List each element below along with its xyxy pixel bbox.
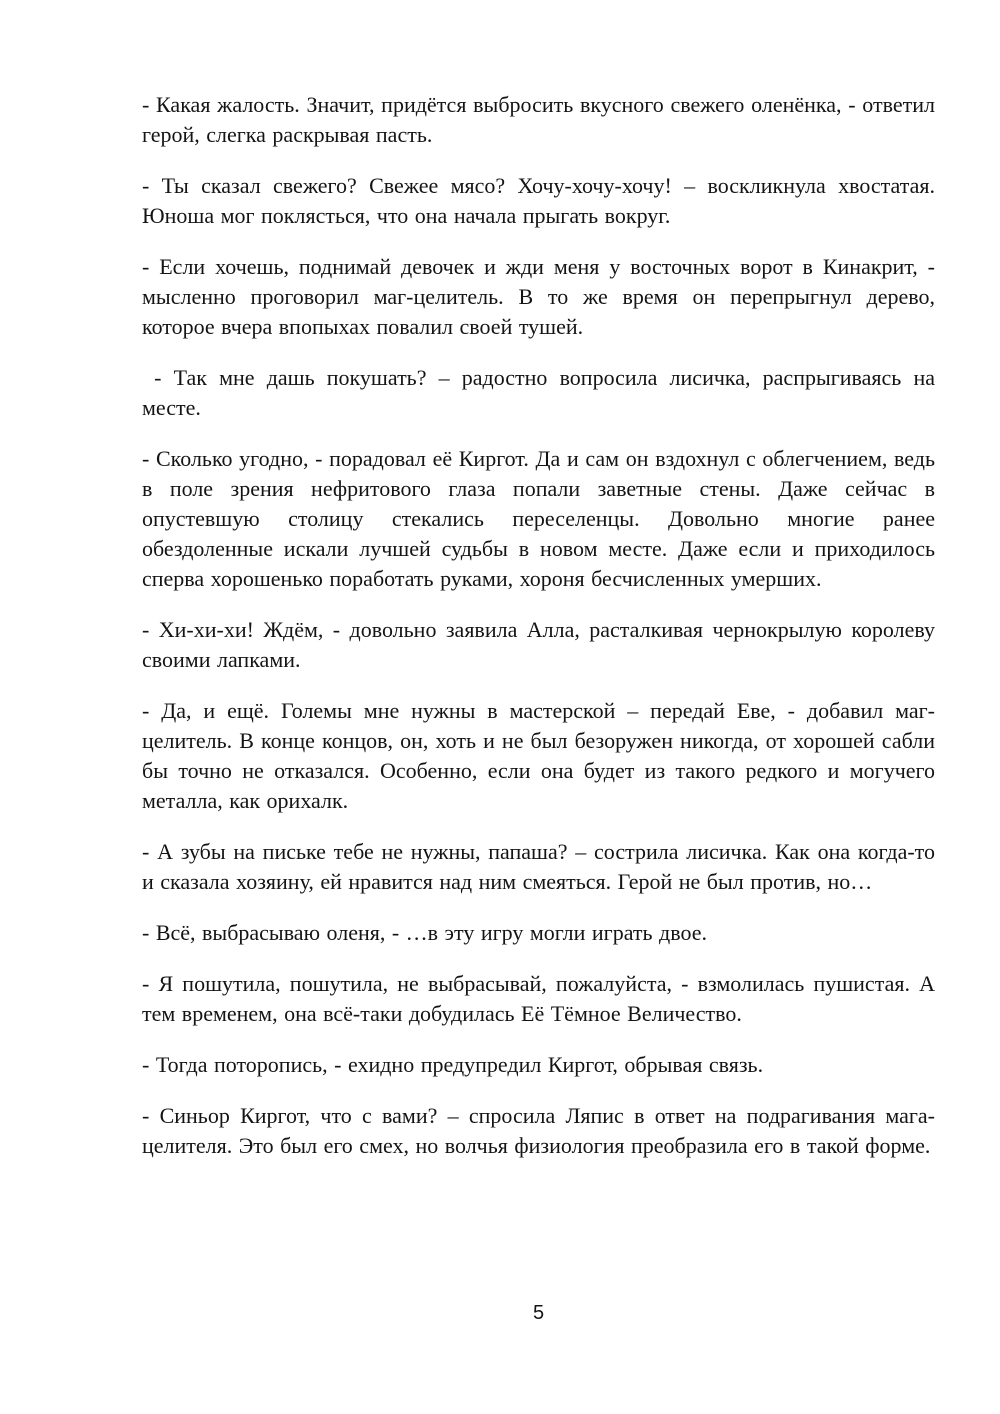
- paragraph-8: - А зубы на письке тебе не нужны, папаша? – сострила лисичка. Как она когда-то и сказала хозяину, ей нравится над ним смеяться. Герой не был против, но…: [142, 839, 942, 894]
- paragraph-12: - Синьор Киргот, что с вами? – спросила Ляпис в ответ на подрагивания мага-целителя. Это был его смех, но волчья физиология преобразила его в такой форме.: [142, 1103, 935, 1158]
- paragraph-4: - Так мне дашь покушать? – радостно вопросила лисичка, распрыгиваясь на месте.: [142, 365, 942, 420]
- paragraph-1: - Какая жалость. Значит, придётся выбросить вкусного свежего оленёнка, - ответил герой, слегка раскрывая пасть.: [142, 92, 942, 147]
- paragraph-3: - Если хочешь, поднимай девочек и жди меня у восточных ворот в Кинакрит, - мысленно проговорил маг-целитель. В то же время он перепрыгнул дерево, которое вчера впопыхах повалил своей тушей.: [142, 254, 942, 339]
- paragraph-9: - Всё, выбрасываю оленя, - …в эту игру могли играть двое.: [142, 920, 708, 945]
- text-body: [142, 90, 942, 1182]
- paragraph-6: - Хи-хи-хи! Ждём, - довольно заявила Алла, расталкивая чернокрылую королеву своими лапками.: [142, 617, 942, 672]
- paragraph-2: - Ты сказал свежего? Свежее мясо? Хочу-хочу-хочу! – воскликнула хвостатая. Юноша мог поклясться, что она начала прыгать вокруг.: [142, 173, 942, 228]
- page-footer: [142, 1302, 935, 1325]
- paragraph-5: - Сколько угодно, - порадовал её Киргот. Да и сам он вздохнул с облегчением, ведь в поле зрения нефритового глаза попали заветные стены. Даже сейчас в опустевшую столицу стекались переселенцы. Довольно многие ранее обездоленные искали лучшей судьбы в новом месте. Даже если и приходилось сперва хорошенько поработать руками, хороня бесчисленных умерших.: [142, 446, 942, 591]
- page-number: 5: [532, 1302, 545, 1324]
- paragraph-11: - Тогда поторопись, - ехидно предупредил Киргот, обрывая связь.: [142, 1052, 764, 1077]
- paragraph-10: - Я пошутила, пошутила, не выбрасывай, пожалуйста, - взмолилась пушистая. А тем временем, она всё-таки добудилась Её Тёмное Величество.: [142, 971, 942, 1026]
- paragraph-7: - Да, и ещё. Големы мне нужны в мастерской – передай Еве, - добавил маг-целитель. В конце концов, он, хоть и не был безоружен никогда, от хорошей сабли бы точно не отказался. Особенно, если она будет из такого редкого и могучего металла, как орихалк.: [142, 698, 942, 813]
